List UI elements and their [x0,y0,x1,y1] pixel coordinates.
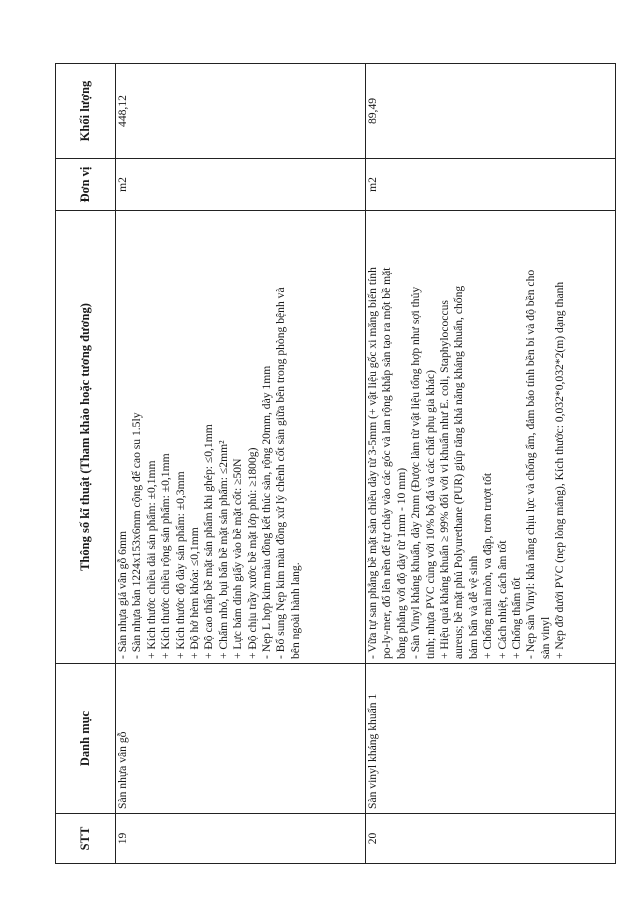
spec-line: + Hiệu quả kháng khuẩn ≥ 99% đối với vi khuẩn như E. coli, Staphylococcus [438,300,452,659]
row-unit: m2 [366,159,616,211]
spec-table [55,63,616,864]
spec-line: aureus; bề mặt phủ Polyurethane (PUR) giúp tăng khả năng kháng khuẩn, chống [452,285,466,659]
row-qty: 448,12 [116,64,366,159]
spec-line: + Lực bám dính giấy vào bề mặt cốt: ≥50N [231,458,245,659]
row-spec [116,211,366,664]
table-row [366,64,616,864]
spec-line: tinh; nhựa PVC cùng với 10% bộ đá và các chất phụ gia khác) [423,370,437,659]
spec-line: + Độ cao thấp bề mặt sản phẩm khi ghép: ≤0,1mm [202,424,216,659]
row-unit: m2 [116,159,366,211]
row-spec [366,211,616,664]
row-name: Sàn vinyl kháng khuẩn 1 [366,664,616,814]
spec-line: + Độ hở hèm khóa: ≤0,1mm [188,527,202,659]
spec-line: bám bẩn và dễ vệ sinh [466,555,480,659]
spec-line: + Chấm nhỏ, bụi bẩn bề mặt sản phẩm: ≤2mm² [216,440,230,659]
spec-line: bằng phẳng với độ dày từ 1mm - 10 mm) [394,467,408,659]
header-qty: Khối lượng [56,64,116,159]
header-spec: Thông số kĩ thuật (Tham khảo hoặc tương đương) [56,211,116,664]
spec-line: bên ngoài hành lang. [288,562,302,659]
spec-line: po-ly-mer, đổ lên nền để tự chảy vào các góc và lan rộng khắp sàn tạo ra một bề mặt [380,267,394,659]
row-stt: 20 [366,814,616,864]
spec-line: + Chống mài mòn, va đập, trơn trượt tốt [481,472,495,659]
spec-line: - Nẹp sàn Vinyl: khả năng chịu lực và chống ẩm, đảm bảo tính bền bỉ và độ bền cho [524,269,538,659]
rotated-page [55,64,615,864]
spec-line: sàn vinyl [538,616,552,659]
row-stt: 19 [116,814,366,864]
spec-line: + Chống thấm tốt [510,577,524,659]
spec-line: + Kích thước chiều rộng sản phẩm: ±0,1mm [159,453,173,659]
spec-line: - Vữa tự san phẳng bề mặt sàn chiều dày từ 3-5mm (+ vật liệu gốc xi măng biến tính [366,267,379,659]
header-name: Danh mục [56,664,116,814]
spec-line: - Nẹp L hợp kim màu đồng kết thúc sàn, rộng 20mm, dày 1mm [260,365,274,659]
header-stt: STT [56,814,116,864]
row-qty: 89,49 [366,64,616,159]
spec-line: + Cách nhiệt, cách âm tốt [495,540,509,659]
spec-line: + Kích thước chiều dài sản phẩm: ±0,1mm [144,460,158,659]
spec-line: - Sàn nhựa bản 1224x153x6mm cộng đế cao su 1.5ly [130,412,144,659]
spec-line: + Kích thước độ dày sản phẩm: ±0,3mm [173,471,187,659]
spec-line: + Độ chịu trầy xước bề mặt lớp phủ: ≥1800g) [245,447,259,659]
spec-line: - Bổ sung Nẹp kim màu đồng xử lý chênh cốt sàn giữa bên trong phòng bệnh và [274,287,288,659]
spec-line: + Nẹp đỡ dưới PVC (nẹp lòng máng), Kích thước: 0,032*0,032*2(m) dạng thanh [553,281,567,659]
header-unit: Đơn vị [56,159,116,211]
spec-line: - Sàn Vinyl kháng khuẩn, dày 2mm (Được làm từ vật liệu tổng hợp như sợi thủy [409,286,423,659]
spec-line: - Sàn nhựa giả vân gỗ 6mm [116,531,129,659]
table-row [116,64,366,864]
row-name: Sàn nhựa vân gỗ [116,664,366,814]
table-header-row [56,64,116,864]
